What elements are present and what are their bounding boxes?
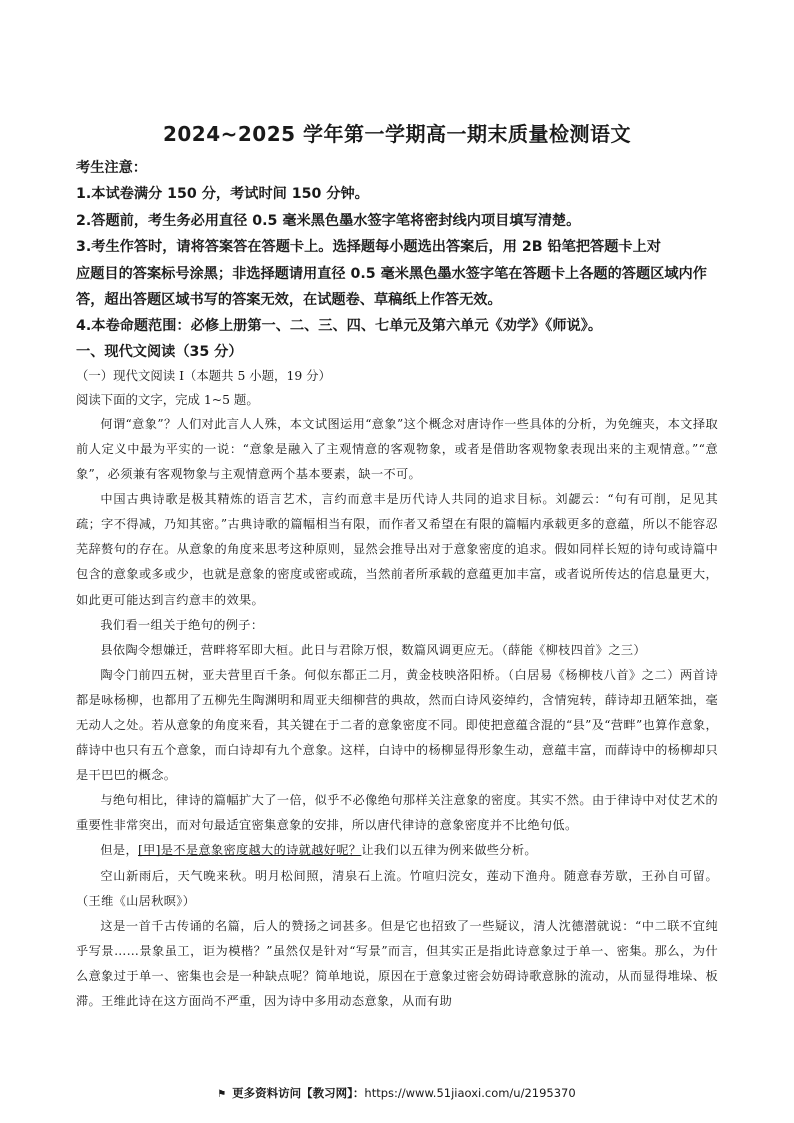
passage-paragraph-7 bbox=[76, 838, 718, 863]
subsection-heading: （一）现代文阅读 I（本题共 5 小题，19 分） bbox=[76, 367, 331, 383]
notice-item-1: 1.本试卷满分 150 分，考试时间 150 分钟。 bbox=[76, 186, 369, 203]
notice-item-4: 4.本卷命题范围：必修上册第一、二、三、四、七单元及第六单元《劝学》《师说》。 bbox=[76, 318, 603, 335]
paragraph-7-suffix: 让我们以五律为例来做些分析。 bbox=[361, 843, 537, 858]
poem-wang-wei: 空山新雨后，天气晚来秋。明月松间照，清泉石上流。竹喧归浣女，莲动下渔舟。随意春芳歇，王孙自可留。（王维《山居秋暝》） bbox=[76, 868, 718, 908]
notice-item-3-line1: 3.考生作答时，请将答案答在答题卡上。选择题每小题选出答案后，用 2B 铅笔把答题卡上对 bbox=[76, 239, 661, 256]
section-heading: 一、现代文阅读（35 分） bbox=[76, 343, 243, 360]
passage-paragraph-6: 与绝句相比，律诗的篇幅扩大了一倍，似乎不必像绝句那样关注意象的密度。其实不然。由于律诗中对仗艺术的重要性非常突出，而对句最适宜密集意象的安排，所以唐代律诗的意象密度并不比绝句低。 bbox=[76, 793, 718, 833]
page-title: 2024~2025 学年第一学期高一期末质量检测语文 bbox=[162, 122, 632, 146]
passage-paragraph-3: 我们看一组关于绝句的例子： bbox=[100, 617, 264, 632]
document-page bbox=[76, 118, 718, 1014]
poem-xue-neng: 县依陶令想嫌迁，营畔将军即大桓。此日与君除万恨，数篇风调更应无。（薛能《柳枝四首》之三） bbox=[100, 642, 646, 657]
notice-item-3-rest: 应题目的答案标号涂黑；非选择题请用直径 0.5 毫米黑色墨水签字笔在答题卡上各题的答题区域内作答，超出答题区域书写的答案无效，在试题卷、草稿纸上作答无效。 bbox=[76, 265, 707, 309]
flag-icon: ⚑ bbox=[218, 1086, 226, 1100]
notice-item-3 bbox=[76, 234, 718, 313]
footer bbox=[0, 1085, 794, 1101]
passage-paragraph-2: 中国古典诗歌是极其精炼的语言艺术，言约而意丰是历代诗人共同的追求目标。刘勰云：“句有可削，足见其疏；字不得减，乃知其密。”古典诗歌的篇幅相当有限，而作者又希望在有限的篇幅内承载更多的意蕴，所以不能容忍芜辞赘句的存在。从意象的角度来思考这种原则，显然会推导出对于意象密度的追求。假如同样长短的诗句或诗篇中包含的意象或多或少，也就是意象的密度或密或疏，当然前者所承载的意蕴更加丰富，或者说所传达的信息量更大，如此更可能达到言约意丰的效果。 bbox=[76, 492, 718, 607]
paragraph-7-prefix: 但是， bbox=[100, 843, 139, 858]
footer-lead-text: 更多资料访问【教习网】 bbox=[232, 1086, 353, 1100]
footer-separator: ： bbox=[352, 1086, 365, 1100]
underlined-sentence-jia: [甲]是不是意象密度越大的诗就越好呢？ bbox=[138, 843, 362, 858]
passage-paragraph-9: 这是一首千古传诵的名篇，后人的赞扬之词甚多。但是它也招致了一些疑议，清人沈德潜就说：“中二联不宜纯乎写景……景象虽工，讵为模楷？”虽然仅是针对“写景”而言，但其实正是指此诗意象过于单一、密集。那么，为什么意象过于单一、密集也会是一种缺点呢？简单地说，原因在于意象过密会妨碍诗歌意脉的流动，从而显得堆垛、板滞。王维此诗在这方面尚不严重，因为诗中多用动态意象，从而有助 bbox=[76, 918, 718, 1008]
notice-item-2: 2.答题前，考生务必用直径 0.5 毫米黑色墨水签字笔将密封线内项目填写清楚。 bbox=[76, 212, 581, 229]
footer-link[interactable]: https://www.51jiaoxi.com/u/2195370 bbox=[364, 1086, 576, 1100]
passage-paragraph-5: 陶令门前四五树，亚夫营里百千条。何似东都正二月，黄金枝映洛阳桥。（白居易《杨柳枝八首》之二）两首诗都是咏杨柳，也都用了五柳先生陶渊明和周亚夫细柳营的典故，然而白诗风姿绰约，含情宛转，薛诗却丑陋笨拙，毫无动人之处。若从意象的角度来看，其关键在于二者的意象密度不同。即使把意蕴含混的“县”及“营畔”也算作意象，薛诗中也只有五个意象，而白诗却有九个意象。这样，白诗中的杨柳显得形象生动，意蕴丰富，而薛诗中的杨柳却只是干巴巴的概念。 bbox=[76, 667, 718, 783]
reading-instruction: 阅读下面的文字，完成 1~5 题。 bbox=[76, 391, 259, 407]
passage-paragraph-1: 何谓“意象”？人们对此言人人殊，本文试图运用“意象”这个概念对唐诗作一些具体的分析，为免缠夹，本文择取前人定义中最为平实的一说：“意象是融入了主观情意的客观物象，或者是借助客观物象表现出来的主观情意。”“意象”，必须兼有客观物象与主观情意两个基本要素，缺一不可。 bbox=[76, 416, 718, 482]
notice-heading: 考生注意： bbox=[76, 160, 147, 176]
